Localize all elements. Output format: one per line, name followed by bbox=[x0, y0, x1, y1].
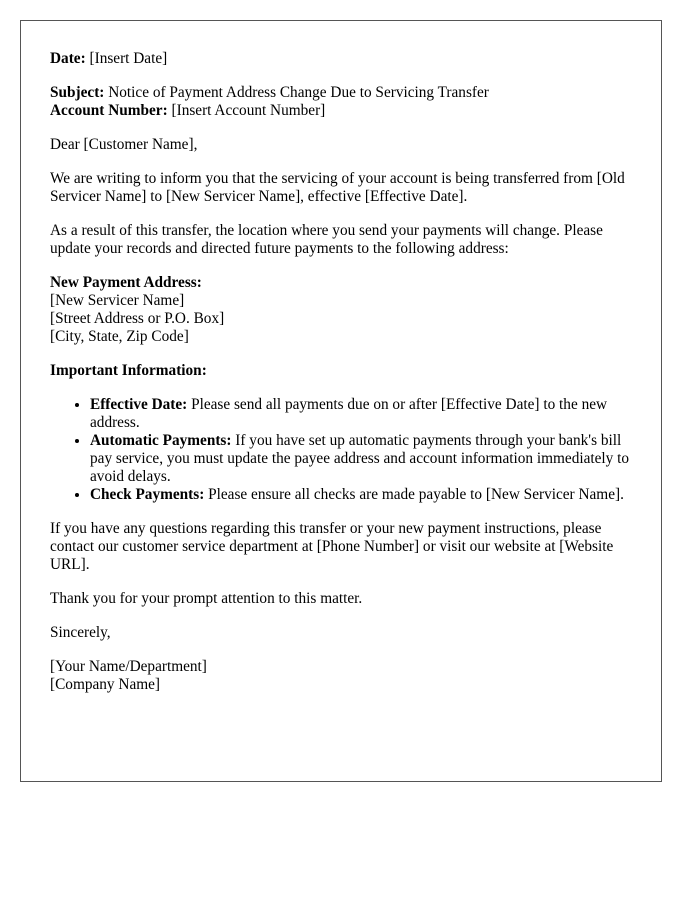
address-line: [City, State, Zip Code] bbox=[50, 328, 189, 345]
thanks-paragraph: Thank you for your prompt attention to this matter. bbox=[50, 590, 363, 607]
subject-label: Subject: bbox=[50, 84, 105, 101]
result-paragraph: As a result of this transfer, the location where you send your payments will change. Please update your records and directed future payments to the following address: bbox=[50, 222, 603, 257]
date-value: [Insert Date] bbox=[85, 50, 168, 67]
list-item-label: Effective Date: bbox=[90, 396, 188, 413]
intro-paragraph: We are writing to inform you that the servicing of your account is being transferred from [Old Servicer Name] to [New Servicer Name], effective [Effective Date]. bbox=[50, 170, 625, 205]
important-info-title: Important Information: bbox=[50, 362, 207, 379]
account-number-label: Account Number: bbox=[50, 102, 168, 119]
list-item bbox=[90, 486, 633, 504]
address-line: [New Servicer Name] bbox=[50, 292, 185, 309]
salutation: Dear [Customer Name], bbox=[50, 136, 198, 153]
payment-address-heading: New Payment Address: bbox=[50, 274, 202, 291]
signature-line: [Your Name/Department] bbox=[50, 658, 207, 675]
address-line: [Street Address or P.O. Box] bbox=[50, 310, 225, 327]
list-item-label: Check Payments: bbox=[90, 486, 205, 503]
payment-address-block bbox=[50, 274, 633, 346]
important-info-list bbox=[50, 396, 633, 504]
important-info-heading bbox=[50, 362, 633, 380]
signoff: Sincerely, bbox=[50, 624, 111, 641]
list-item bbox=[90, 396, 633, 432]
account-number-value: [Insert Account Number] bbox=[167, 102, 326, 119]
subject-line bbox=[50, 84, 633, 102]
letter bbox=[20, 20, 662, 782]
date-label: Date: bbox=[50, 50, 86, 67]
account-number-line bbox=[50, 102, 633, 120]
list-item-label: Automatic Payments: bbox=[90, 432, 232, 449]
questions-paragraph: If you have any questions regarding this transfer or your new payment instructions, please contact our customer service department at [Phone Number] or visit our website at [Website URL]. bbox=[50, 520, 614, 573]
list-item-text: Please ensure all checks are made payable to [New Servicer Name]. bbox=[204, 486, 624, 503]
list-item-text: If you have set up automatic payments through your bank's bill pay service, you must update the payee address and account information immediately to avoid delays. bbox=[90, 432, 630, 485]
list-item bbox=[90, 432, 633, 486]
date-line bbox=[50, 50, 633, 68]
list-item-text: Please send all payments due on or after [Effective Date] to the new address. bbox=[90, 396, 608, 431]
signature-block bbox=[50, 658, 633, 694]
signature-line: [Company Name] bbox=[50, 676, 161, 693]
subject-value: Notice of Payment Address Change Due to Servicing Transfer bbox=[104, 84, 489, 101]
